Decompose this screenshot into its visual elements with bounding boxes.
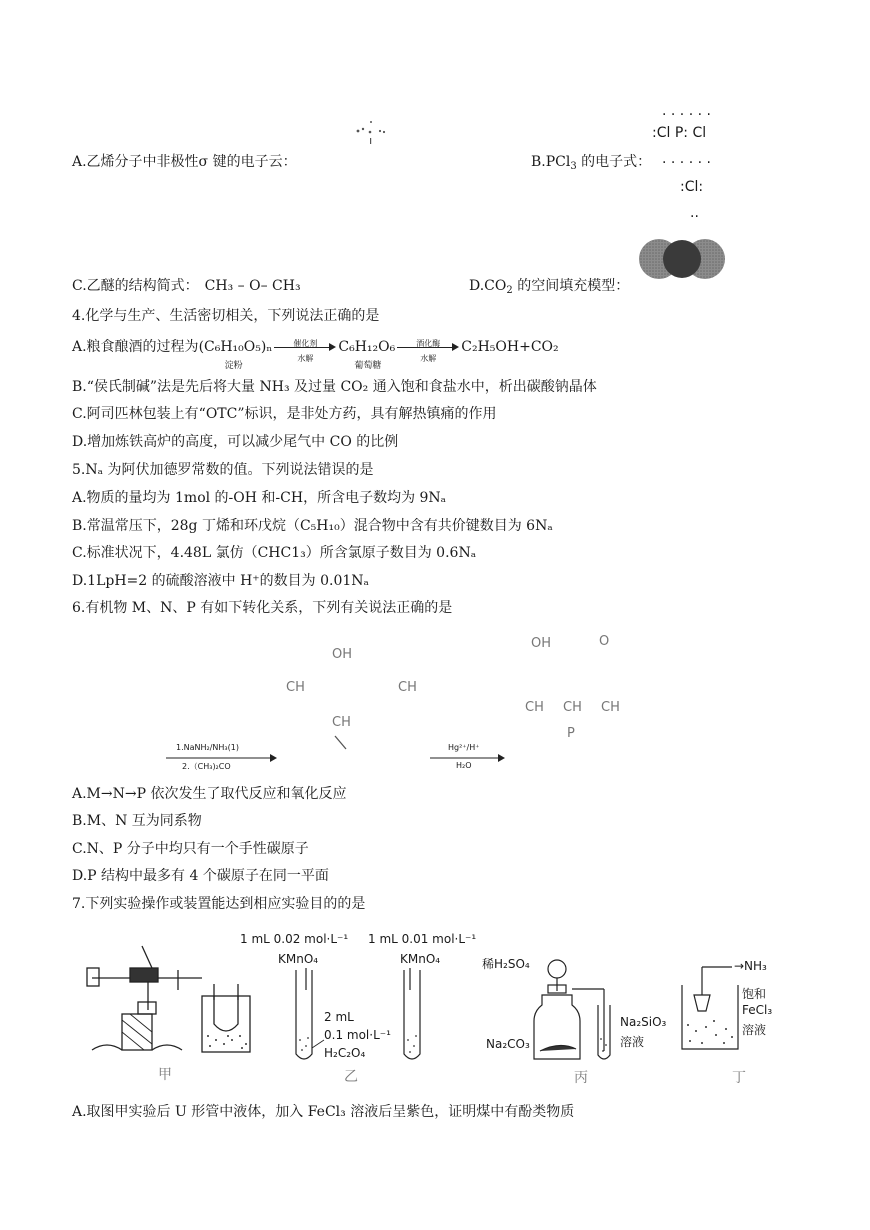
- apparatus-jia: 甲: [82, 940, 257, 1085]
- compound-n-structure: OH CH CH CH: [280, 645, 440, 755]
- q4-option-d: D.增加炼铁高炉的高度，可以减少尾气中 CO 的比例: [72, 434, 399, 450]
- q3-option-b: B.PCl$_3$ 的电子式：: [531, 154, 652, 172]
- q4-option-a: A.粮食酿酒的过程为(C₆H₁₀O₅)ₙ 淀粉 催化剂 水解 C₆H₁₂O₆ 葡萄糖 酒化酶 水解 C₂H₅OH+CO₂: [72, 339, 559, 371]
- q6-option-c: C.N、P 分子中均只有一个手性碳原子: [72, 841, 309, 857]
- apparatus-bing: 稀H₂SO₄ Na₂CO₃ Na₂SiO₃ 溶液 丙: [482, 957, 667, 1086]
- q4-option-b: B.“侯氏制碱”法是先后将大量 NH₃ 及过量 CO₂ 通入饱和食盐水中，析出碳酸钠晶体: [72, 379, 597, 395]
- reaction-arrow: 催化剂 水解: [274, 337, 336, 357]
- q5-option-b: B.常温常压下，28g 丁烯和环戊烷（C₅H₁₀）混合物中含有共价键数目为 6Nₐ: [72, 518, 553, 534]
- compound-p-structure: OH O CH CH CH P: [525, 634, 620, 741]
- q5-option-a: A.物质的量均为 1mol 的-OH 和-CH，所含电子数均为 9Nₐ: [72, 490, 447, 506]
- q7-stem: 7.下列实验操作或装置能达到相应实验目的的是: [72, 896, 366, 912]
- q6-stem: 6.有机物 M、N、P 有如下转化关系，下列有关说法正确的是: [72, 600, 453, 616]
- reaction-arrow-n-to-p: Hg²⁺/H⁺ H₂O: [430, 743, 506, 771]
- co2-space-filling-model: [637, 237, 727, 282]
- pcl3-electron-formula: . . . . . . :Cl P: Cl . . . . . . :Cl: ..: [652, 103, 711, 221]
- q4-stem: 4.化学与生产、生活密切相关，下列说法正确的是: [72, 308, 380, 324]
- q6-option-d: D.P 结构中最多有 4 个碳原子在同一平面: [72, 868, 329, 884]
- q5-stem: 5.Nₐ 为阿伏加德罗常数的值。下列说法错误的是: [72, 462, 374, 478]
- q7-option-a: A.取图甲实验后 U 形管中液体，加入 FeCl₃ 溶液后呈紫色，证明煤中有酚类物质: [72, 1104, 575, 1120]
- q3-option-a: A.乙烯分子中非极性σ 键的电子云：: [72, 154, 297, 170]
- reaction-arrow: 酒化酶 水解: [397, 337, 459, 357]
- q6-option-b: B.M、N 互为同系物: [72, 813, 202, 829]
- reaction-arrow-m-to-n: 1.NaNH₂/NH₃(1) 2.（CH₃)₂CO: [166, 743, 276, 771]
- ethylene-sigma-cloud-figure: [350, 118, 390, 148]
- q3-option-d: $D.CO_2$ 的空间填充模型：: [469, 278, 630, 296]
- q3-option-c: C.乙醚的结构简式： CH₃ – O– CH₃: [72, 278, 301, 294]
- apparatus-yi: 1 mL 0.02 mol·L⁻¹ 1 mL 0.01 mol·L⁻¹ KMnO₄ KMnO₄ 2 mL 0.1 mol·L⁻¹ H₂C₂O₄ 乙: [240, 932, 477, 1085]
- q6-option-a: A.M→N→P 依次发生了取代反应和氧化反应: [72, 786, 347, 802]
- q4-option-c: C.阿司匹林包装上有“OTC”标识，是非处方药，具有解热镇痛的作用: [72, 406, 497, 422]
- apparatus-ding: →NH₃ 饱和 FeCl₃ 溶液 丁: [676, 955, 796, 1085]
- q5-option-d: D.1LpH=2 的硫酸溶液中 H⁺的数目为 0.01Nₐ: [72, 573, 369, 589]
- q5-option-c: C.标准状况下，4.48L 氯仿（CHC1₃）所含氯原子数目为 0.6Nₐ: [72, 545, 477, 561]
